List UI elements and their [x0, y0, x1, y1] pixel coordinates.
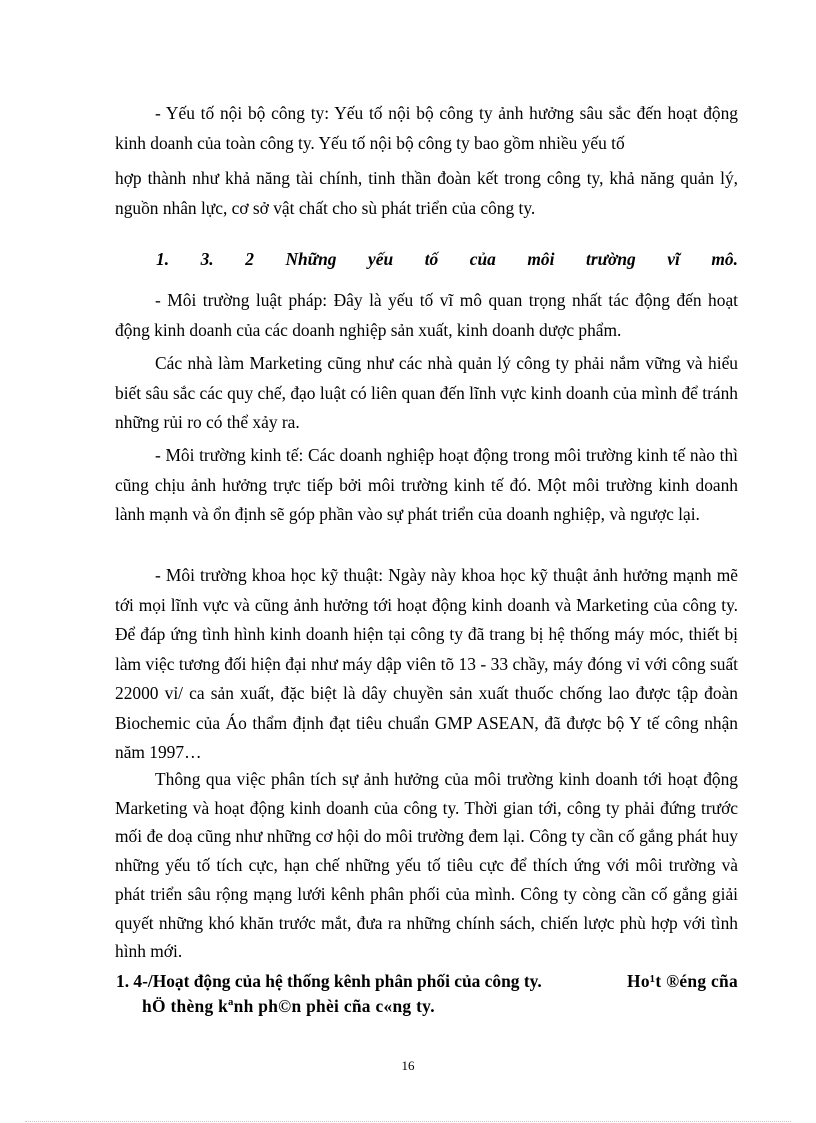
- paragraph-text: - Môi trường luật pháp: Đây là yếu tố vĩ mô quan trọng nhất tác động đến hoạt động kinh doanh của các doanh nghiệp sản xuất, kinh doanh dược phẩm.: [115, 290, 738, 340]
- paragraph-line: - Yếu tố nội bộ công ty: Yếu tố nội bộ công ty ảnh hưởng sâu sắc đến hoạt động kinh doanh của toàn công ty. Yếu tố nội bộ công ty bao gồm nhiều yếu tố: [115, 103, 738, 153]
- paragraph-legal-environment: [115, 286, 738, 345]
- heading-word: của: [469, 249, 496, 269]
- heading-word: 2: [245, 249, 254, 269]
- paragraph-conclusion: [115, 765, 738, 966]
- paragraph-text: - Môi trường kinh tế: Các doanh nghiệp hoạt động trong môi trường kinh tế nào thì cũng chịu ảnh hưởng trực tiếp bởi môi trường kinh tế đó. Một môi trường kinh doanh lành mạnh và ổn định sẽ góp phần vào sự phát triển của doanh nghiệp, và ngược lại.: [115, 445, 738, 524]
- heading-word: trường: [586, 249, 636, 269]
- page-bottom-divider: [25, 1121, 791, 1122]
- paragraph-line: hợp thành như khả năng tài chính, tinh thần đoàn kết trong công ty, khả năng quản lý, nguồn nhân lực, cơ sở vật chất cho sù phát triển của công ty.: [115, 168, 738, 218]
- heading-word: tố: [424, 249, 439, 269]
- section-heading-1-4: [116, 969, 738, 1019]
- heading-word: 1.: [156, 249, 170, 269]
- paragraph-text: Các nhà làm Marketing cũng như các nhà quản lý công ty phải nắm vững và hiểu biết sâu sắc các quy chế, đạo luật có liên quan đến lĩnh vực kinh doanh của mình để tránh những rủi ro có thể xảy ra.: [115, 353, 738, 432]
- heading-word: môi: [527, 249, 555, 269]
- paragraph-text: - Môi trường khoa học kỹ thuật: Ngày này khoa học kỹ thuật ảnh hưởng mạnh mẽ tới mọi lĩnh vực và cũng ảnh hưởng tới hoạt động kinh doanh và Marketing của công ty. Để đáp ứng tình hình kinh doanh hiện tại công ty đã trang bị hệ thống máy móc, thiết bị làm việc tương đối hiện đại như máy dập viên tõ 13 - 33 chầy, máy đóng vỉ với công suất 22000 vỉ/ ca sản xuất, đặc biệt là dây chuyền sản xuất thuốc chống lao được tập đoàn Biochemic của Áo thẩm định đạt tiêu chuẩn GMP ASEAN, đã được bộ Y tế công nhận năm 1997…: [115, 565, 738, 762]
- paragraph-marketing-managers: [115, 349, 738, 438]
- heading-line: [116, 969, 738, 994]
- section-heading-1-3-2: [156, 249, 738, 270]
- heading-word: Những: [285, 249, 337, 269]
- paragraph-economic-environment: [115, 441, 738, 530]
- heading-word: mô.: [711, 249, 738, 269]
- paragraph-technology-environment: [115, 561, 738, 768]
- page-number: 16: [401, 1058, 415, 1073]
- paragraph-text: Thông qua việc phân tích sự ảnh hưởng của môi trường kinh doanh tới hoạt động Marketing và hoạt động kinh doanh của công ty. Thời gian tới, công ty phải đứng trước mối đe doạ cũng như những cơ hội do môi trường đem lại. Công ty cần cố gắng phát huy những yếu tố tích cực, hạn chế những yếu tố tiêu cực để thích ứng với môi trường và phát triển sâu rộng mạng lưới kênh phân phối của mình. Công ty còng cần cố gắng giải quyết những khó khăn trước mắt, đưa ra những chính sách, chiến lược phù hợp với tình hình mới.: [115, 769, 738, 962]
- heading-word: yếu: [368, 249, 394, 269]
- heading-word: vĩ: [667, 249, 680, 269]
- heading-garbled-text: Ho¹t ®éng cña: [627, 971, 738, 991]
- paragraph-internal-factors: [115, 99, 738, 223]
- heading-word: 3.: [200, 249, 214, 269]
- heading-title: 1. 4-/Hoạt động của hệ thống kênh phân phối của công ty.: [116, 971, 542, 991]
- heading-garbled-text: hÖ thèng kªnh ph©n phèi cña c«ng ty.: [142, 996, 435, 1016]
